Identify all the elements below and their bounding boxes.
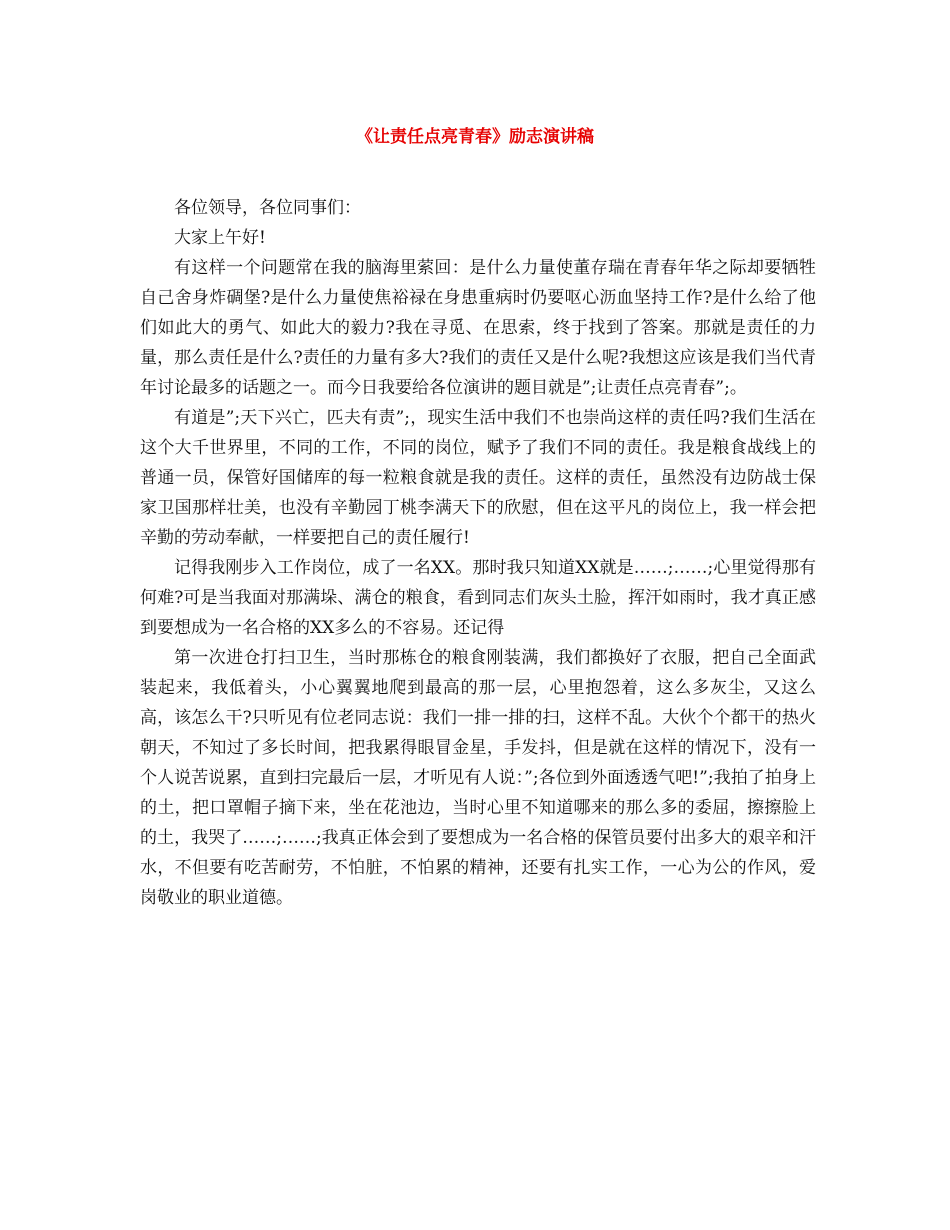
paragraph: 记得我刚步入工作岗位，成了一名XX。那时我只知道XX就是……;……;心里觉得那有何难?可是当我面对那满垛、满仓的粮食，看到同志们灰头土脸，挥汗如雨时，我才真正感到要想成为一名合格的XX多么的不容易。还记得 — [140, 558, 816, 638]
document-title: 《让责任点亮青春》励志演讲稿 — [356, 127, 594, 147]
paragraph-greeting: 各位领导，各位同事们： — [174, 198, 361, 218]
paragraph: 第一次进仓打扫卫生，当时那栋仓的粮食刚装满，我们都换好了衣服，把自己全面武装起来，我低着头，小心翼翼地爬到最高的那一层，心里抱怨着，这么多灰尘，又这么高，该怎么干?只听见有位老同志说：我们一排一排的扫，这样不乱。大伙个个都干的热火朝天，不知过了多长时间，把我累得眼冒金星，手发抖，但是就在这样的情况下，没有一个人说苦说累，直到扫完最后一层，才听见有人说：”;各位到外面透透气吧!”;我拍了拍身上的土，把口罩帽子摘下来，坐在花池边，当时心里不知道哪来的那么多的委屈，擦擦脸上的土，我哭了……;……;我真正体会到了要想成为一名合格的保管员要付出多大的艰辛和汗水，不但要有吃苦耐劳，不怕脏，不怕累的精神，还要有扎实工作，一心为公的作风，爱岗敬业的职业道德。 — [140, 648, 816, 908]
paragraph: 有这样一个问题常在我的脑海里萦回：是什么力量使董存瑞在青春年华之际却要牺牲自己舍身炸碉堡?是什么力量使焦裕禄在身患重病时仍要呕心沥血坚持工作?是什么给了他们如此大的勇气、如此大的毅力?我在寻觅、在思索，终于找到了答案。那就是责任的力量，那么责任是什么?责任的力量有多大?我们的责任又是什么呢?我想这应该是我们当代青年讨论最多的话题之一。而今日我要给各位演讲的题目就是”;让责任点亮青春”;。 — [140, 258, 816, 398]
paragraph: 有道是”;天下兴亡，匹夫有责”;，现实生活中我们不也崇尚这样的责任吗?我们生活在这个大千世界里，不同的工作，不同的岗位，赋予了我们不同的责任。我是粮食战线上的普通一员，保管好国储库的每一粒粮食就是我的责任。这样的责任，虽然没有边防战士保家卫国那样壮美，也没有辛勤园丁桃李满天下的欣慰，但在这平凡的岗位上，我一样会把辛勤的劳动奉献，一样要把自己的责任履行! — [140, 408, 816, 548]
document-body — [140, 193, 816, 913]
paragraph-salutation: 大家上午好! — [174, 228, 266, 248]
